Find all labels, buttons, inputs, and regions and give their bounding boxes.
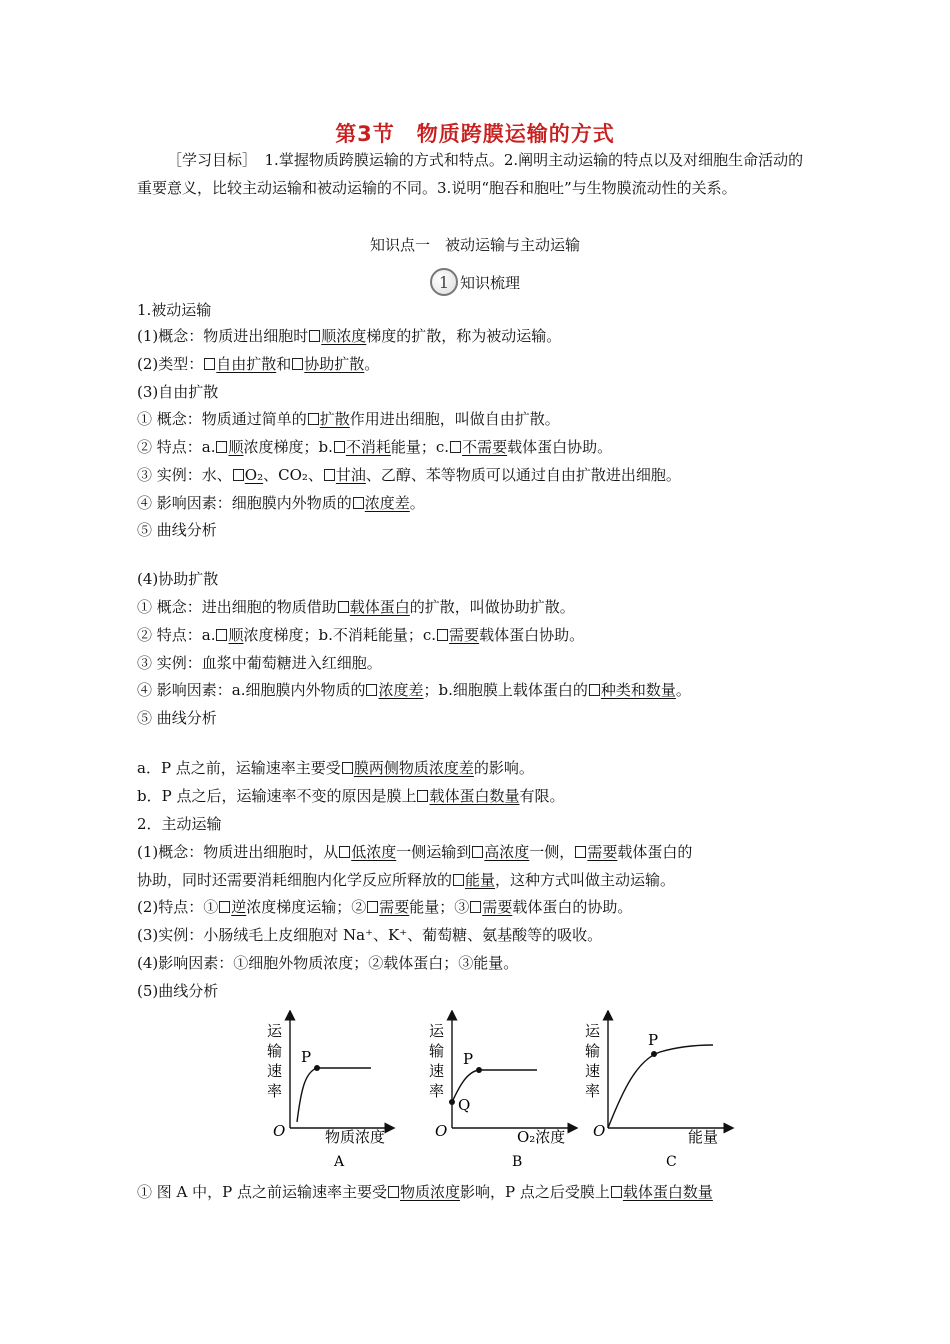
answer-blank: 需要 <box>449 626 480 644</box>
figure-a-ylabel-4: 率 <box>267 1082 283 1100</box>
answer-blank: 需要 <box>379 898 410 916</box>
answer-box <box>353 497 364 509</box>
figure-c-point-p <box>651 1051 657 1057</box>
passive-concept: (1)概念：物质进出细胞时 顺浓度梯度的扩散，称为被动运输。 <box>137 327 562 345</box>
answer-box <box>450 441 461 453</box>
answer-box <box>470 901 481 913</box>
answer-blank: 载体蛋白数量 <box>429 787 520 805</box>
circled-number-icon: 1 <box>430 268 458 296</box>
facilitated-factor: ④ 影响因素：a.细胞膜内外物质的 浓度差；b.细胞膜上载体蛋白的 种类和数量。 <box>137 681 691 699</box>
answer-box <box>219 901 230 913</box>
free-diffusion-example: ③ 实例：水、 O₂、CO₂、 甘油、乙醇、苯等物质可以通过自由扩散进出细胞。 <box>137 466 681 484</box>
figure-c-ylabel-4: 率 <box>585 1082 601 1100</box>
facilitated-feature: ② 特点：a. 顺浓度梯度；b.不消耗能量；c. 需要载体蛋白协助。 <box>137 626 585 644</box>
answer-blank: O₂ <box>244 466 264 484</box>
answer-blank: 不需要 <box>462 438 508 456</box>
answer-blank: 浓度差 <box>378 681 424 699</box>
answer-box <box>339 846 350 858</box>
figure-b-label-q: Q <box>458 1096 471 1114</box>
answer-blank: 需要 <box>587 843 618 861</box>
answer-box <box>292 358 303 370</box>
active-concept-line1: (1)概念：物质进出细胞时，从 低浓度一侧运输到 高浓度一侧， 需要载体蛋白的 <box>137 843 693 861</box>
answer-blank: 顺 <box>228 626 244 644</box>
figure-b-xlabel: O₂浓度 <box>517 1128 566 1146</box>
figure-b-ylabel-2: 输 <box>429 1042 445 1060</box>
answer-box <box>453 874 464 886</box>
figure-b-point-q <box>449 1099 455 1105</box>
figure-analysis-line: ① 图 A 中，P 点之前运输速率主要受 物质浓度影响，P 点之后受膜上 载体蛋白数量 <box>137 1183 713 1201</box>
figure-b-ylabel-3: 速 <box>429 1062 445 1080</box>
active-heading: 2．主动运输 <box>137 815 222 833</box>
figure-b-caption: B <box>512 1154 523 1170</box>
answer-box <box>204 358 215 370</box>
answer-box <box>342 762 353 774</box>
facilitated-example: ③ 实例：血浆中葡萄糖进入红细胞。 <box>137 654 382 672</box>
learning-objectives <box>137 146 817 202</box>
figure-b-origin: O <box>435 1122 448 1140</box>
answer-box <box>308 413 319 425</box>
facilitated-point-a: a．P 点之前，运输速率主要受 膜两侧物质浓度差的影响。 <box>137 759 534 777</box>
answer-blank: 不消耗 <box>345 438 391 456</box>
answer-blank: 载体蛋白 <box>349 598 410 616</box>
answer-blank: 协助扩散 <box>304 355 365 373</box>
figure-c-ylabel-2: 输 <box>585 1042 601 1060</box>
figure-a-caption: A <box>334 1154 345 1170</box>
answer-blank: 高浓度 <box>484 843 530 861</box>
answer-box <box>367 901 378 913</box>
answer-box <box>334 441 345 453</box>
free-diffusion-curve: ⑤ 曲线分析 <box>137 521 217 539</box>
answer-blank: 自由扩散 <box>216 355 277 373</box>
active-curve: (5)曲线分析 <box>137 982 219 1000</box>
figure-b <box>429 1015 573 1170</box>
section-badge-label: 知识梳理 <box>459 273 520 292</box>
figure-a <box>267 1015 390 1170</box>
free-diffusion-concept: ① 概念：物质通过简单的 扩散作用进出细胞，叫做自由扩散。 <box>137 410 560 428</box>
answer-box <box>575 846 586 858</box>
figure-c <box>585 1015 729 1170</box>
figure-b-label-p: P <box>463 1050 474 1068</box>
answer-box <box>324 469 335 481</box>
figure-b-point-p <box>476 1067 482 1073</box>
answer-box <box>338 601 349 613</box>
answer-blank: 顺 <box>228 438 244 456</box>
answer-blank: 逆 <box>231 898 247 916</box>
passive-heading: 1.被动运输 <box>137 301 212 319</box>
answer-blank: 载体蛋白数量 <box>622 1183 713 1201</box>
answer-box <box>417 790 428 802</box>
figure-b-ylabel-4: 率 <box>429 1082 445 1100</box>
answer-box <box>472 846 483 858</box>
answer-box <box>216 441 227 453</box>
figure-a-curve <box>297 1068 371 1122</box>
answer-blank: 种类和数量 <box>600 681 676 699</box>
answer-blank: 低浓度 <box>351 843 397 861</box>
knowledge-point-title: 知识点一 被动运输与主动运输 <box>369 236 580 254</box>
answer-blank: 能量 <box>465 871 496 889</box>
figure-c-xlabel: 能量 <box>688 1128 719 1146</box>
answer-box <box>216 629 227 641</box>
facilitated-curve: ⑤ 曲线分析 <box>137 709 217 727</box>
active-feature: (2)特点：① 逆浓度梯度运输；② 需要能量；③ 需要载体蛋白的协助。 <box>137 898 633 916</box>
figure-a-ylabel-3: 速 <box>267 1062 283 1080</box>
answer-box <box>366 684 377 696</box>
answer-box <box>309 330 320 342</box>
answer-blank: 甘油 <box>335 466 366 484</box>
answer-box <box>233 469 244 481</box>
answer-box <box>388 1186 399 1198</box>
active-factor: (4)影响因素：①细胞外物质浓度；②载体蛋白；③能量。 <box>137 954 519 972</box>
figure-a-ylabel-1: 运 <box>267 1022 283 1040</box>
objectives-text: 1.掌握物质跨膜运输的方式和特点。2.阐明主动运输的特点以及对细胞生命活动的重要意义，比较主动运输和被动运输的不同。3.说明“胞吞和胞吐”与生物膜流动性的关系。 <box>137 151 804 197</box>
figure-c-ylabel-1: 运 <box>585 1022 601 1040</box>
answer-blank: 膜两侧物质浓度差 <box>353 759 474 777</box>
figure-a-point-p <box>314 1065 320 1071</box>
passive-types: (2)类型： 自由扩散和 协助扩散。 <box>137 355 380 373</box>
free-diffusion-feature: ② 特点：a. 顺浓度梯度；b. 不消耗能量；c. 不需要载体蛋白协助。 <box>137 438 613 456</box>
figure-a-origin: O <box>273 1122 286 1140</box>
active-concept-line2: 协助，同时还需要消耗细胞内化学反应所释放的 能量，这种方式叫做主动运输。 <box>137 871 676 889</box>
figure-a-xlabel: 物质浓度 <box>325 1128 386 1146</box>
free-diffusion-factor: ④ 影响因素：细胞膜内外物质的 浓度差。 <box>137 494 425 512</box>
answer-blank: 浓度差 <box>364 494 410 512</box>
figure-c-curve <box>608 1045 713 1128</box>
free-diffusion-heading: (3)自由扩散 <box>137 383 219 401</box>
transport-rate-figures <box>255 1010 735 1175</box>
facilitated-concept: ① 概念：进出细胞的物质借助 载体蛋白的扩散，叫做协助扩散。 <box>137 598 575 616</box>
answer-box <box>589 684 600 696</box>
facilitated-heading: (4)协助扩散 <box>137 570 219 588</box>
answer-box <box>437 629 448 641</box>
figure-a-label-p: P <box>301 1048 312 1066</box>
answer-blank: 需要 <box>482 898 513 916</box>
facilitated-point-b: b．P 点之后，运输速率不变的原因是膜上 载体蛋白数量有限。 <box>137 787 565 805</box>
active-example: (3)实例：小肠绒毛上皮细胞对 Na⁺、K⁺、葡萄糖、氨基酸等的吸收。 <box>137 926 603 944</box>
figure-c-ylabel-3: 速 <box>585 1062 601 1080</box>
answer-blank: 顺浓度 <box>321 327 367 345</box>
figure-c-origin: O <box>593 1122 606 1140</box>
figure-c-caption: C <box>666 1154 677 1170</box>
page-title: 第3节 物质跨膜运输的方式 <box>335 122 615 146</box>
objectives-label: ［学习目标］ <box>167 151 250 169</box>
figure-a-ylabel-2: 输 <box>267 1042 283 1060</box>
figure-c-label-p: P <box>648 1031 659 1049</box>
section-badge <box>0 268 950 296</box>
answer-blank: 物质浓度 <box>400 1183 461 1201</box>
answer-blank: 扩散 <box>319 410 350 428</box>
answer-box <box>611 1186 622 1198</box>
figure-b-ylabel-1: 运 <box>429 1022 445 1040</box>
